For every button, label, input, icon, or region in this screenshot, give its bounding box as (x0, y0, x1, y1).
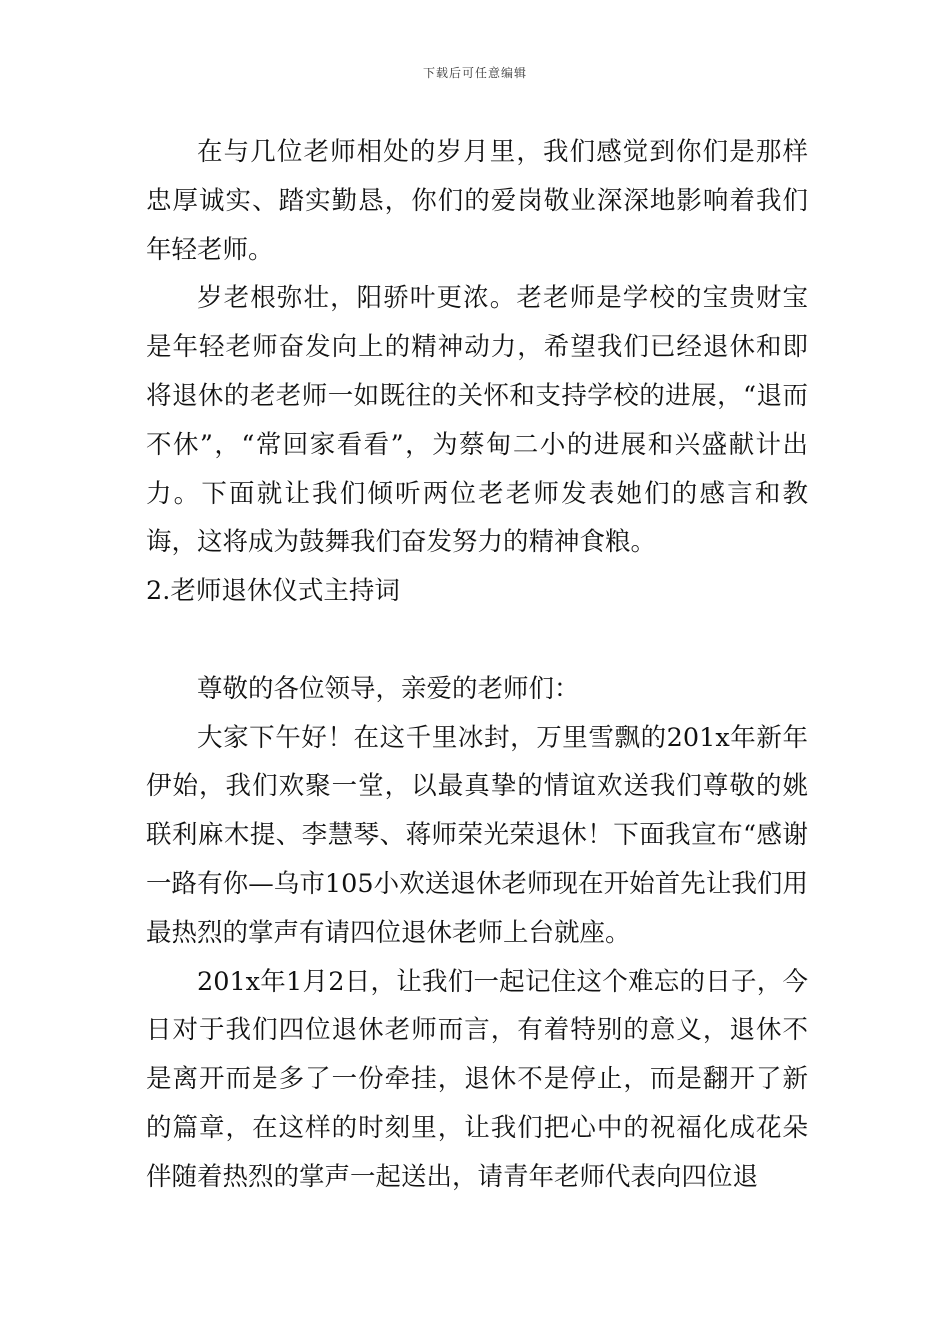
document-body (146, 128, 808, 1202)
blank-line (146, 616, 808, 665)
paragraph: 大家下午好！在这千里冰封，万里雪飘的201x年新年伊始，我们欢聚一堂，以最真挚的情谊欢送我们尊敬的姚联利麻木提、李慧琴、蒋师荣光荣退休！下面我宣布“感谢一路有你—乌市105小欢送退休老师现在开始首先让我们用最热烈的掌声有请四位退休老师上台就座。 (146, 722, 808, 948)
salutation: 尊敬的各位领导，亲爱的老师们： (197, 673, 580, 704)
section-heading: 2.老师退休仪式主持词 (146, 576, 400, 607)
paragraph: 岁老根弥壮，阳骄叶更浓。老老师是学校的宝贵财宝是年轻老师奋发向上的精神动力，希望我们已经退休和即将退休的老老师一如既往的关怀和支持学校的进展，“退而不休”，“常回家看看”，为蔡甸二小的进展和兴盛献计出力。下面就让我们倾听两位老老师发表她们的感言和教诲，这将成为鼓舞我们奋发努力的精神食粮。 (146, 283, 808, 558)
paragraph: 201x年1月2日，让我们一起记住这个难忘的日子，今日对于我们四位退休老师而言，有着特别的意义，退休不是离开而是多了一份牵挂，退休不是停止，而是翻开了新的篇章，在这样的时刻里，让我们把心中的祝福化成花朵伴随着热烈的掌声一起送出，请青年老师代表向四位退 (146, 966, 808, 1192)
page-header: 下载后可任意编辑 (422, 66, 527, 80)
paragraph: 在与几位老师相处的岁月里，我们感觉到你们是那样忠厚诚实、踏实勤恳，你们的爱岗敬业深深地影响着我们年轻老师。 (146, 137, 808, 265)
